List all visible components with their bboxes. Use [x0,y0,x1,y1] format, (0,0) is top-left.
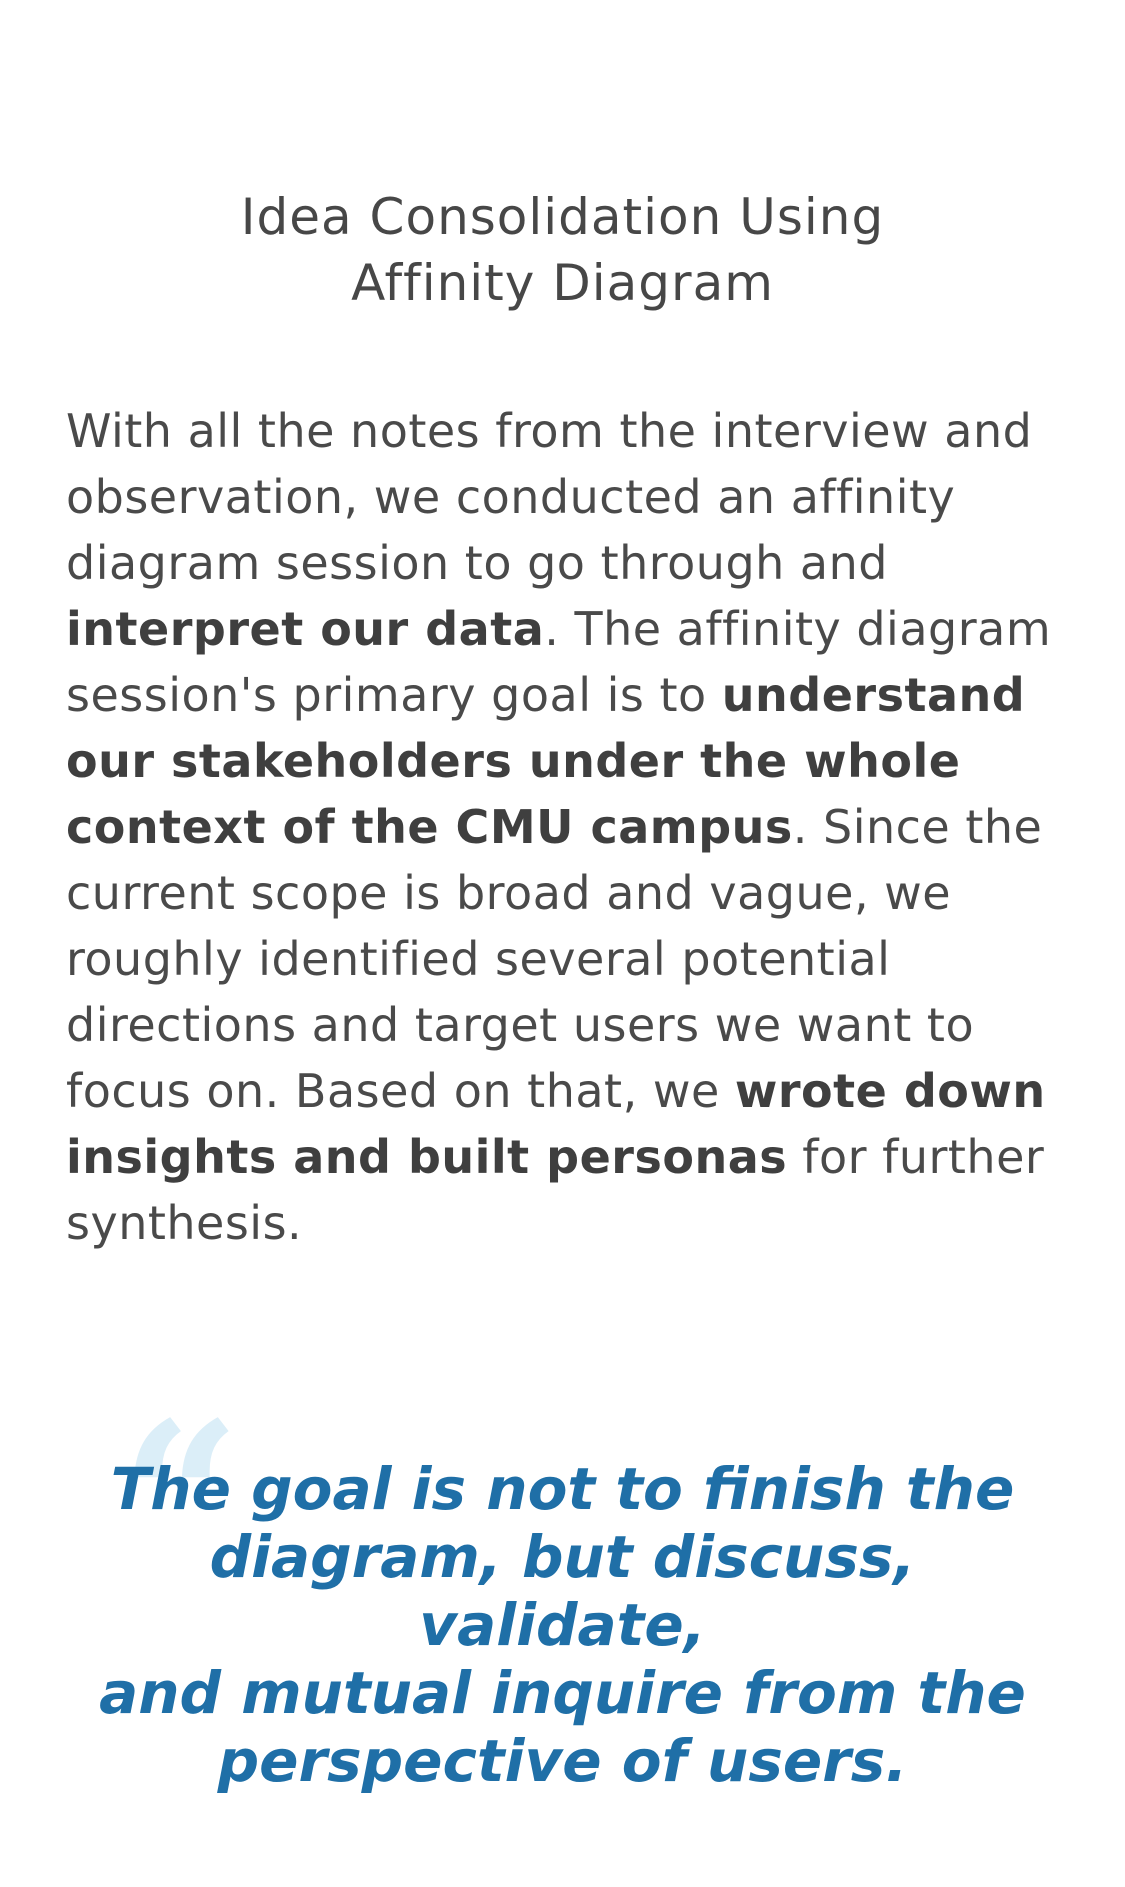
emphasis-interpret-data: interpret our data [66,602,545,656]
emphasis-insights-personas: wrote down insights and built personas [66,1064,1046,1184]
body-text-segment: With all the notes from the interview and observation, we conducted an affinity diagram session to go through and [66,404,1033,590]
title-line-2: Affinity Diagram [351,253,774,312]
quote-line-3: and mutual inquire from the [99,1659,1026,1727]
body-paragraph [66,398,1076,1256]
body-text-segment: for further synthesis. [66,1130,1045,1250]
pull-quote [90,1455,1035,1795]
title-line-1: Idea Consolidation Using [240,187,885,246]
body-text-segment: . Since the current scope is broad and vague, we roughly identified several potential directions and target users we want to focus on. Based on that, we [66,800,1043,1118]
body-text-segment: . The affinity diagram session's primary goal is to [66,602,1052,722]
quote-line-2: diagram, but discuss, validate, [209,1523,916,1659]
page-title [0,184,1125,316]
emphasis-understand-stakeholders: understand our stakeholders under the whole context of the CMU campus [66,668,1026,854]
quote-mark-icon: “ [120,1376,241,1623]
quote-line-1: The goal is not to finish the [110,1455,1015,1523]
quote-line-4: perspective of users. [217,1727,908,1795]
